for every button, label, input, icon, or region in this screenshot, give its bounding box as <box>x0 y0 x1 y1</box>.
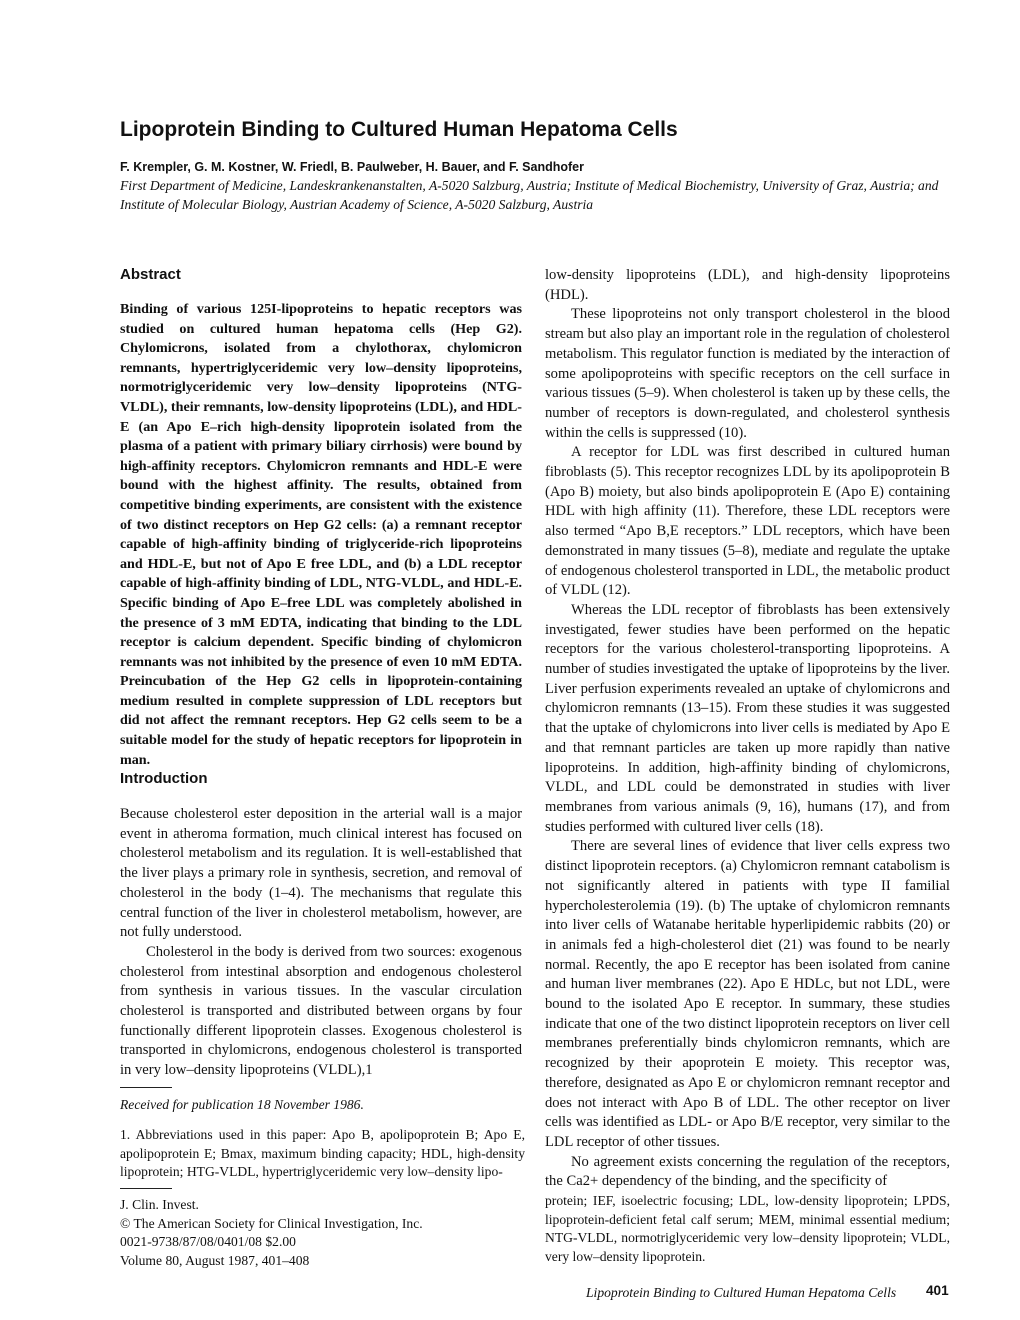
intro-paragraph: Cholesterol in the body is derived from two sources: exogenous cholesterol from intestinal absorption and endogenous cholesterol from synthesis in various tissues. In the vascular circulation cholesterol is transported and distributed between organs by four functionally different lipoprotein classes. Exogenous cholesterol is transported in chylomicrons, endogenous cholesterol is transported in very low–density lipoproteins (VLDL),1 <box>120 943 522 1079</box>
abbreviations-footnote-continued: protein; IEF, isoelectric focusing; LDL, low-density lipoprotein; LPDS, lipoprotein-deficient fetal calf serum; MEM, minimal essential medium; NTG-VLDL, normotriglyceridemic very low–density lipoprotein; VLDL, very low–density lipoprotein. <box>545 1193 950 1264</box>
body-paragraph: No agreement exists concerning the regulation of the receptors, the Ca2+ dependency of the binding, and the specificity of <box>545 1153 950 1190</box>
body-paragraph: low-density lipoproteins (LDL), and high-density lipoproteins (HDL). <box>545 267 950 303</box>
page-number: 401 <box>926 1283 949 1298</box>
article-title: Lipoprotein Binding to Cultured Human Hepatoma Cells <box>120 118 678 141</box>
body-paragraph: There are several lines of evidence that liver cells express two distinct lipoprotein receptors. (a) Chylomicron remnant catabolism is not significantly altered in patients with type II familial hypercholesterolemia (19). (b) The uptake of chylomicron remnants into liver cells of Watanabe heritable hyperlipidemic rabbits (20) or in animals fed a high-cholesterol diet (21) was found to be nearly normal. Recently, the apo E receptor has been isolated from canine and human liver membranes (22). Apo E HDLc, but not LDL, were bound to the isolated Apo E receptor. In summary, these studies indicate that one of the two distinct lipoprotein receptors on liver cell membranes preferentially binds chylomicron remnants, which are recognized by their apoprotein E moiety. This receptor was, therefore, designated as Apo E or chylomicron remnant receptor and does not interact with Apo B of LDL. The other receptor on liver cells was identified as LDL- or Apo B/E receptor, very similar to the LDL receptor of other tissues. <box>545 838 950 1150</box>
abstract-text <box>120 300 522 770</box>
abbreviations-footnote: 1. Abbreviations used in this paper: Apo B, apolipoprotein B; Apo E, apolipoprotein E; Bmax, maximum binding capacity; HDL, high-density lipoprotein; HTG-VLDL, hypertriglyceridemic very low–density lipo- <box>120 1127 525 1180</box>
author-affiliations: First Department of Medicine, Landeskrankenanstalten, A-5020 Salzburg, Austria; Institute of Medical Biochemistry, University of Graz, Austria; and Institute of Molecular Biology, Austrian Academy of Science, A-5020 Salzburg, Austria <box>120 178 939 212</box>
journal-name: J. Clin. Invest. <box>120 1197 199 1212</box>
journal-info-divider <box>120 1188 172 1189</box>
abstract-heading: Abstract <box>120 266 181 283</box>
introduction-text <box>120 805 522 1081</box>
footnote-divider <box>120 1087 172 1088</box>
intro-paragraph: Because cholesterol ester deposition in the arterial wall is a major event in atheroma formation, much clinical interest has focused on cholesterol metabolism and its regulation. It is well-established that the liver plays a primary role in synthesis, secretion, and removal of cholesterol in the body (1–4). The mechanisms that regulate this central function of the liver in cholesterol metabolism, however, are not fully understood. <box>120 806 522 941</box>
body-paragraph: These lipoproteins not only transport cholesterol in the blood stream but also play an important role in the regulation of cholesterol metabolism. This regulator function is mediated by the interaction of some apolipoproteins with specific receptors on the cell surface in various tissues (5–9). When cholesterol is taken up by these cells, the number of receptors is down-regulated, and cholesterol synthesis within the cells is suppressed (10). <box>545 306 950 441</box>
author-list: F. Krempler, G. M. Kostner, W. Friedl, B. Paulweber, H. Bauer, and F. Sandhofer <box>120 160 584 174</box>
right-column-text <box>545 266 950 1192</box>
abstract-paragraph: Binding of various 125I-lipoproteins to hepatic receptors was studied on cultured human hepatoma cells (Hep G2). Chylomicrons, isolated from a chylothorax, chylomicron remnants, hypertriglyceridemic very low–density lipoproteins, normotriglyceridemic very low–density lipoproteins (NTG-VLDL), their remnants, low-density lipoproteins (LDL), and HDL-E (an Apo E–rich high-density lipoprotein isolated from the plasma of a patient with primary biliary cirrhosis) were bound by high-affinity receptors. Chylomicron remnants and HDL-E were bound with the highest affinity. The results, obtained from competitive binding experiments, are consistent with the existence of two distinct receptors on Hep G2 cells: (a) a remnant receptor capable of high-affinity binding of triglyceride-rich lipoproteins and HDL-E, but not of Apo E free LDL, and (b) a LDL receptor capable of high-affinity binding of LDL, NTG-VLDL, and HDL-E. Specific binding of Apo E–free LDL was completely abolished in the presence of 3 mM EDTA, indicating that binding to the LDL receptor is calcium dependent. Specific binding of chylomicron remnants was not inhibited by the presence of even 10 mM EDTA. Preincubation of the Hep G2 cells in lipoprotein-containing medium resulted in complete suppression of LDL receptors but did not affect the remnant receptors. Hep G2 cells seem to be a suitable model for the study of hepatic receptors for lipoprotein in man. <box>120 301 522 768</box>
body-paragraph: A receptor for LDL was first described in cultured human fibroblasts (5). This receptor recognizes LDL by its apolipoprotein B (Apo B) moiety, but also binds apolipoprotein E (Apo E) containing HDL with high affinity (11). Therefore, these LDL receptors were also termed “Apo B,E receptors.” LDL receptors, which have been demonstrated in many tissues (5–8), mediate and regulate the uptake of endogenous cholesterol transported in LDL, the metabolic product of VLDL (12). <box>545 444 950 599</box>
volume-line: Volume 80, August 1987, 401–408 <box>120 1252 310 1268</box>
received-date-note: Received for publication 18 November 1986. <box>120 1097 364 1112</box>
running-title: Lipoprotein Binding to Cultured Human Hepatoma Cells <box>586 1285 897 1300</box>
introduction-heading: Introduction <box>120 770 208 787</box>
issn-line: 0021-9738/87/08/0401/08 $2.00 <box>120 1234 296 1250</box>
journal-info <box>120 1196 423 1270</box>
body-paragraph: Whereas the LDL receptor of fibroblasts has been extensively investigated, fewer studies have been performed on the hepatic receptors for the various cholesterol-transporting lipoproteins. A number of studies investigated the uptake of lipoproteins by the liver. Liver perfusion experiments revealed an uptake of chylomicrons and chylomicron remnants (13–15). From these studies it was suggested that the uptake of chylomicrons into liver cells is mediated by Apo E and that remnant particles are taken up more rapidly than native lipoproteins. In addition, high-affinity binding of chylomicrons, VLDL, and LDL could be demonstrated in studies with liver membranes from various animals (9, 16), humans (17), and from studies performed with cultured liver cells (18). <box>545 601 950 835</box>
copyright-line: © The American Society for Clinical Investigation, Inc. <box>120 1215 423 1231</box>
